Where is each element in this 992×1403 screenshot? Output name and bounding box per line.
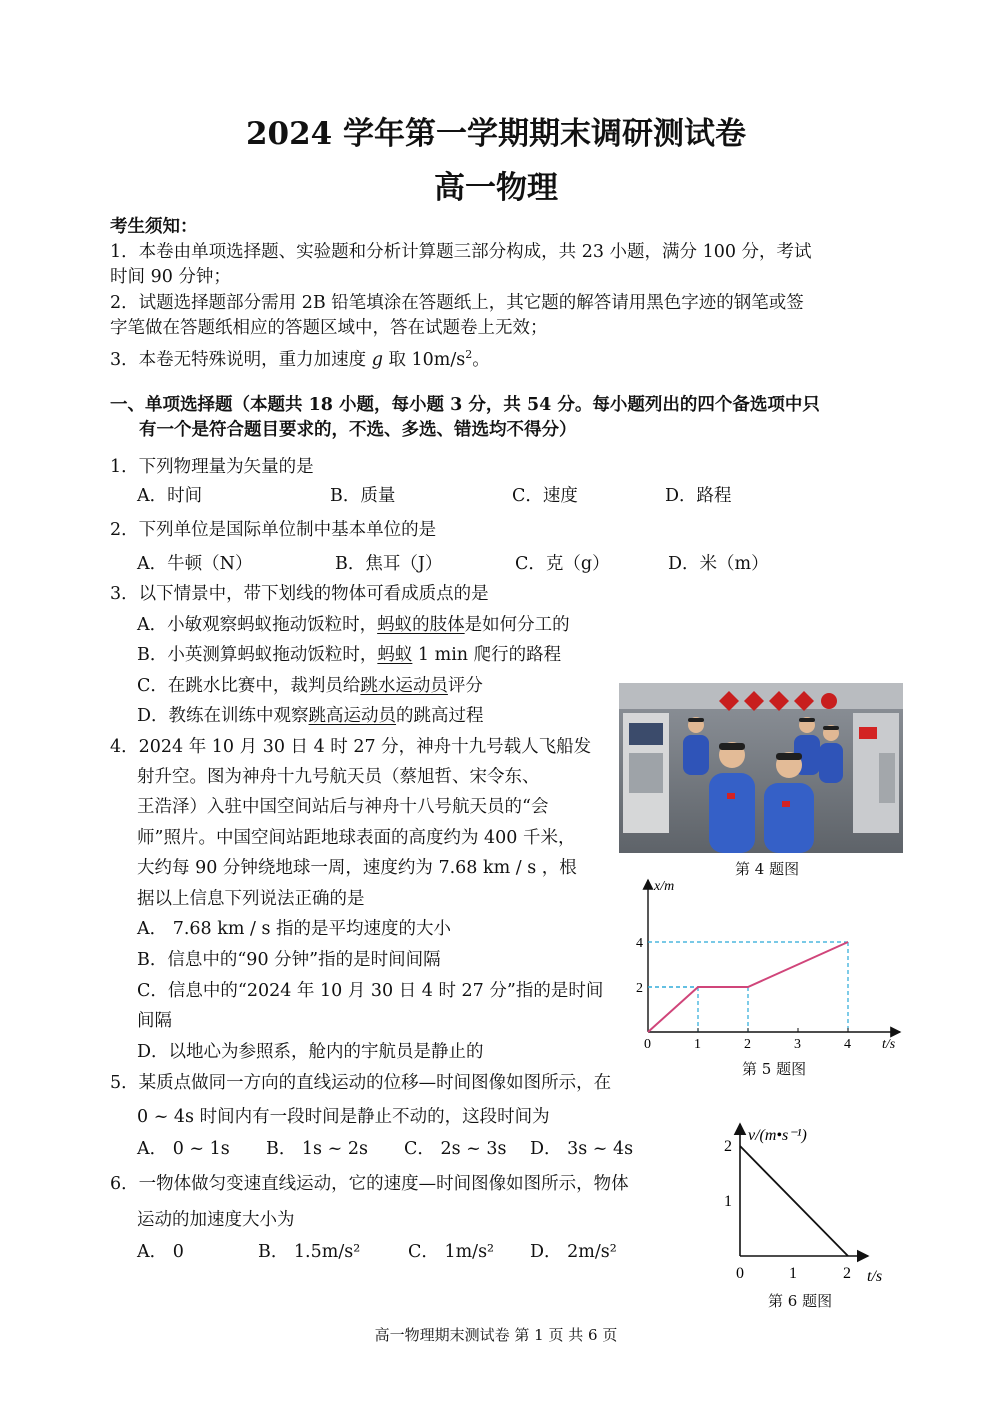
q4-option-a: A． 7.68 km / s 指的是平均速度的大小 [137,919,451,939]
notice-item-1-line2: 时间 90 分钟； [110,267,231,287]
q5-stem-line2: 0 ~ 4s 时间内有一段时间是静止不动的，这段时间为 [137,1107,550,1127]
q2-option-d: D．米（m） [668,554,769,574]
q5-ticks [636,936,851,1052]
q6-x-tick-label: 0 [736,1265,744,1282]
q6-ticks [724,1138,851,1282]
gravity-symbol: g [371,349,383,370]
q6-option-c: C． 1m/s² [408,1242,495,1262]
q3-d-underlined: 跳高运动员 [308,706,397,726]
q6-y-tick-label: 2 [724,1138,732,1155]
q1-option-d: D．路程 [665,486,732,506]
q3-b-underlined: 蚂蚁 [377,645,413,665]
q4-option-b: B．信息中的“90 分钟”指的是时间间隔 [137,950,441,970]
q5-y-tick-label: 2 [636,981,643,996]
q4-figure-caption: 第 4 题图 [735,860,800,878]
q3-option-c [137,674,483,698]
q6-stem-line1: 6．一物体做匀变速直线运动，它的速度—时间图像如图所示，物体 [110,1174,629,1194]
q6-y-tick-label: 1 [724,1193,732,1210]
q5-x-tick-label: 4 [844,1037,851,1052]
astronauts-photo-illustration [619,683,903,853]
q4-stem-line1: 4．2024 年 10 月 30 日 4 时 27 分，神舟十九号载人飞船发 [110,737,592,757]
q6-option-d: D． 2m/s² [530,1242,617,1262]
page-footer: 高一物理期末测试卷 第 1 页 共 6 页 [374,1326,618,1344]
q5-y-label: x/m [654,879,675,894]
q5-x-tick-label: 0 [644,1037,651,1052]
q3-a-pre: A．小敏观察蚂蚁拖动饭粒时， [137,615,378,635]
q5-x-tick-label: 3 [794,1037,801,1052]
notice-item-3-sup: 2 [465,348,473,361]
q2-stem: 2．下列单位是国际单位制中基本单位的是 [110,520,437,540]
q6-option-b: B． 1.5m/s² [258,1242,361,1262]
notice-item-3-end: 。 [472,349,490,370]
q3-a-underlined: 蚂蚁的肢体 [377,615,465,635]
q1-option-b: B．质量 [330,486,396,506]
section-1-heading-line1: 一、单项选择题（本题共 18 小题，每小题 3 分，共 54 分。每小题列出的四个备选项中只 [110,395,820,415]
q3-option-b [137,643,561,667]
notice-item-2-line2: 字笔做在答题纸相应的答题区域中，答在试题卷上无效； [110,318,548,338]
q5-option-c: C． 2s ~ 3s [404,1139,507,1159]
notice-item-3 [110,343,490,372]
notice-item-1-line1: 1．本卷由单项选择题、实验题和分析计算题三部分构成，共 23 小题，满分 100 分，考试 [110,242,812,262]
q6-vt-graph [718,1116,898,1292]
q3-c-pre: C．在跳水比赛中，裁判员给 [137,676,361,696]
q3-stem: 3．以下情景中，带下划线的物体可看成质点的是 [110,584,489,604]
notice-heading: 考生须知： [110,217,198,237]
q3-b-pre: B．小英测算蚂蚁拖动饭粒时， [137,645,378,665]
q6-x-label: t/s [867,1268,883,1285]
astronauts-photo [619,683,903,853]
q6-y-label: v/(m•s⁻¹) [748,1127,807,1144]
q3-a-post: 是如何分工的 [464,615,570,635]
q5-xt-graph [630,872,920,1082]
section-1-heading-line2: 有一个是符合题目要求的，不选、多选、错选均不得分） [139,420,577,440]
q3-d-post: 的跳高过程 [396,706,484,726]
q6-series-line [740,1146,848,1256]
notice-item-2-line1: 2．试题选择题部分需用 2B 铅笔填涂在答题纸上，其它题的解答请用黑色字迹的钢笔或签 [110,293,804,313]
q4-stem-line4: 师”照片。中国空间站距地球表面的高度约为 400 千米， [137,828,576,848]
q6-x-tick-label: 2 [843,1265,851,1282]
q6-stem-line2: 运动的加速度大小为 [137,1210,295,1230]
q4-stem-line3: 王浩泽）入驻中国空间站后与神舟十八号航天员的“会 [137,797,549,817]
q5-x-tick-label: 2 [744,1037,751,1052]
q5-option-a: A． 0 ~ 1s [137,1139,230,1159]
page-subtitle: 高一物理 [434,170,558,206]
q4-stem-line5: 大约每 90 分钟绕地球一周，速度约为 7.68 km / s ，根 [137,858,577,878]
q5-option-d: D． 3s ~ 4s [530,1139,634,1159]
q6-x-tick-label: 1 [789,1265,797,1282]
notice-item-3-post: 取 10m/s [382,349,466,370]
q4-option-d: D．以地心为参照系，舱内的宇航员是静止的 [137,1042,484,1062]
notice-item-3-pre: 3．本卷无特殊说明，重力加速度 [110,349,372,370]
q3-d-pre: D．教练在训练中观察 [137,706,309,726]
q6-figure-caption: 第 6 题图 [768,1292,833,1310]
q3-option-a [137,613,570,637]
q5-option-b: B． 1s ~ 2s [266,1139,368,1159]
q1-option-a: A．时间 [137,486,203,506]
q4-stem-line2: 射升空。图为神舟十九号航天员（蔡旭哲、宋令东、 [137,767,540,787]
q1-option-c: C．速度 [512,486,578,506]
q5-stem-line1: 5．某质点做同一方向的直线运动的位移—时间图像如图所示，在 [110,1073,612,1093]
q3-b-post: 1 min 爬行的路程 [412,645,562,665]
q5-y-tick-label: 4 [636,936,643,951]
q5-x-label: t/s [882,1037,896,1052]
q2-option-b: B．焦耳（J） [335,554,443,574]
q5-figure-caption: 第 5 题图 [742,1060,807,1078]
q5-x-tick-label: 1 [694,1037,701,1052]
q4-option-c-line2: 间隔 [137,1011,172,1031]
q4-stem-line6: 据以上信息下列说法正确的是 [137,889,365,909]
q3-option-d [137,704,484,728]
q2-option-a: A．牛顿（N） [137,554,253,574]
q6-option-a: A． 0 [137,1242,184,1262]
q2-option-c: C．克（g） [515,554,610,574]
q1-stem: 1．下列物理量为矢量的是 [110,457,314,477]
q3-c-underlined: 跳水运动员 [360,676,448,696]
page-title: 2024 学年第一学期期末调研测试卷 [245,116,747,152]
q3-c-post: 评分 [447,676,483,696]
q4-option-c-line1: C．信息中的“2024 年 10 月 30 日 4 时 27 分”指的是时间 [137,981,604,1001]
